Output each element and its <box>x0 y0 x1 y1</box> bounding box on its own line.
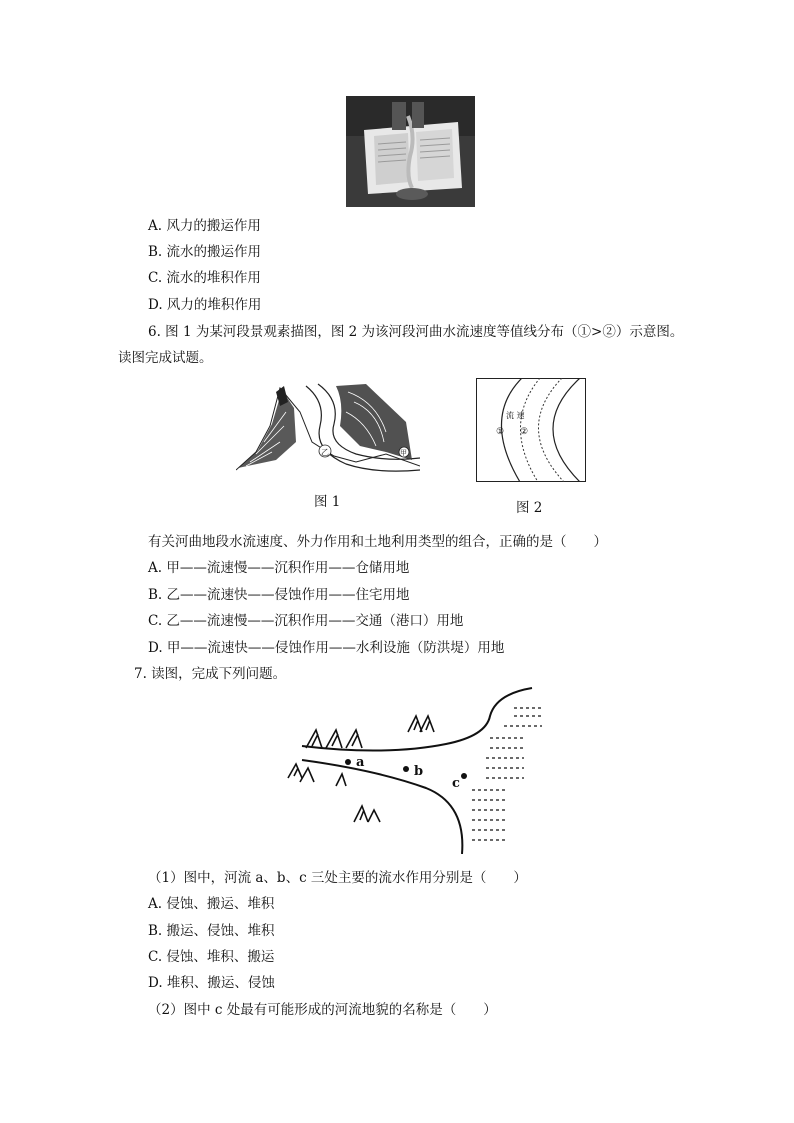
fig2-label-flow: 流 速 <box>506 411 525 420</box>
fig2-label-2: ② <box>520 427 529 437</box>
q6-stem-line1: 6. 图 1 为某河段景观素描图，图 2 为该河段河曲水流速度等值线分布（①>②）示意图。 <box>148 324 684 340</box>
fig2-caption: 图 2 <box>516 500 543 516</box>
experiment-photo <box>346 96 475 207</box>
fig1-label-jia: 甲 <box>400 449 407 457</box>
q5-option-b: B. 流水的搬运作用 <box>148 244 262 260</box>
figure-1-river-sketch <box>236 382 420 474</box>
q6-option-a: A. 甲——流速慢——沉积作用——仓储用地 <box>148 560 410 576</box>
q7-sub1-option-a: A. 侵蚀、搬运、堆积 <box>148 896 275 912</box>
q6-stem-line2: 读图完成试题。 <box>118 350 213 366</box>
fig1-caption: 图 1 <box>314 494 341 510</box>
q6-question: 有关河曲地段水流速度、外力作用和土地利用类型的组合，正确的是（ ） <box>148 534 607 550</box>
q7-sub1-option-c: C. 侵蚀、堆积、搬运 <box>148 949 275 965</box>
map-label-c: c <box>452 776 460 791</box>
q5-option-a: A. 风力的搬运作用 <box>148 218 261 234</box>
figure-2-velocity-contours <box>476 378 586 482</box>
map-label-b: b <box>414 764 424 779</box>
q6-option-d: D. 甲——流速快——侵蚀作用——水利设施（防洪堤）用地 <box>148 640 505 656</box>
q7-sub1-option-d: D. 堆积、搬运、侵蚀 <box>148 975 275 991</box>
figure-3-river-map <box>276 686 546 854</box>
fig1-label-yi: 乙 <box>321 448 329 457</box>
q7-sub1: （1）图中，河流 a、b、c 三处主要的流水作用分别是（ ） <box>148 870 527 886</box>
q6-option-c: C. 乙——流速慢——沉积作用——交通（港口）用地 <box>148 613 464 629</box>
map-label-a: a <box>356 755 365 770</box>
q7-sub2: （2）图中 c 处最有可能形成的河流地貌的名称是（ ） <box>148 1002 497 1018</box>
q7-sub1-option-b: B. 搬运、侵蚀、堆积 <box>148 923 275 939</box>
q6-option-b: B. 乙——流速快——侵蚀作用——住宅用地 <box>148 587 410 603</box>
fig2-label-1: ① <box>496 427 505 437</box>
q7-stem: 7. 读图，完成下列问题。 <box>134 666 287 682</box>
q5-option-d: D. 风力的堆积作用 <box>148 297 262 313</box>
q5-option-c: C. 流水的堆积作用 <box>148 270 261 286</box>
